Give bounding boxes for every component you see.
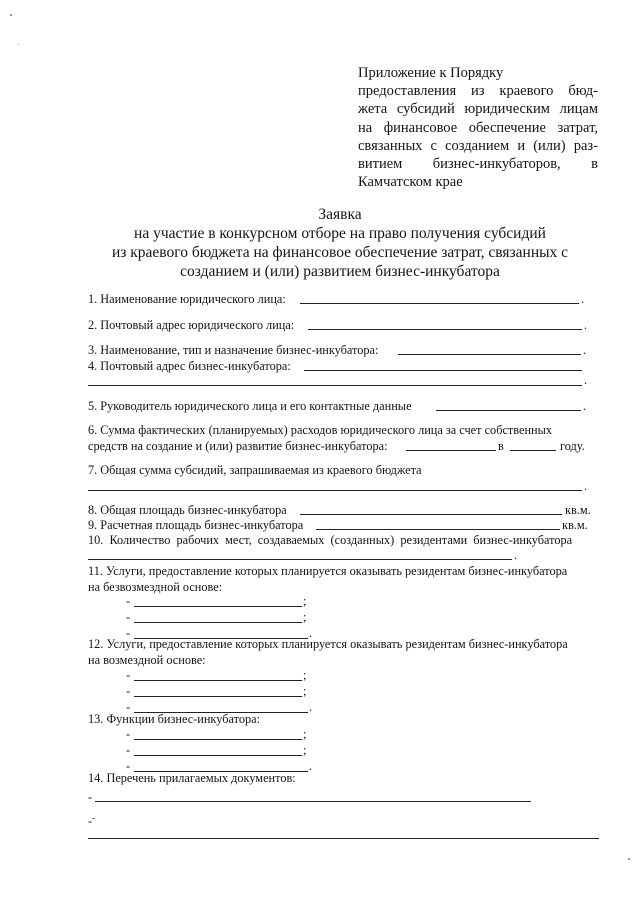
field-label-incubator-name: 3. Наименование, тип и назначение бизнес-инкубатора: (88, 343, 379, 357)
scan-speck (10, 14, 12, 16)
field-end-period: . (584, 479, 588, 493)
fill-line-incubator-name[interactable] (398, 354, 581, 355)
field-end-period: . (514, 548, 518, 562)
field-label-jobs: 10. Количество рабочих мест, создаваемых (созданных) резидентами бизнес-инкубатора (88, 533, 573, 547)
list-dash: - (88, 790, 93, 804)
fill-line-incubator-address[interactable] (304, 370, 582, 371)
field-end-period: . (583, 399, 587, 413)
appendix-line: Приложение к Порядку (358, 65, 504, 81)
field-label-subsidy-total: 7. Общая сумма субсидий, запрашиваемая из краевого бюджета (88, 463, 422, 477)
field-label-in: в (498, 439, 504, 453)
list-dash: - (126, 626, 131, 640)
form-subtitle-line: из краевого бюджета на финансовое обеспечение затрат, связанных с (111, 244, 569, 261)
fill-line-paid-service[interactable] (134, 696, 302, 697)
fill-line-director[interactable] (436, 410, 581, 411)
appendix-line: связанных с созданием и (или) раз- (358, 137, 598, 154)
field-end-period: . (584, 373, 588, 387)
fill-line-legal-address[interactable] (308, 329, 582, 330)
field-end-period: . (584, 318, 588, 332)
list-semicolon: ; (303, 727, 307, 741)
form-heading: Заявка (318, 206, 362, 223)
fill-line-function[interactable] (134, 739, 302, 740)
list-dash: - (126, 594, 131, 608)
list-period: . (309, 759, 313, 773)
list-semicolon: ; (303, 668, 307, 682)
appendix-line: Камчатском крае (358, 174, 463, 191)
field-label-paid-services: 12. Услуги, предоставление которых планируется оказывать резидентам бизнес-инкубатора (88, 637, 568, 651)
field-label-director: 5. Руководитель юридического лица и его контактные данные (88, 399, 412, 413)
scan-speck (18, 44, 19, 45)
fill-line-paid-service[interactable] (134, 680, 302, 681)
fill-line-jobs[interactable] (88, 559, 512, 560)
field-label-design-area: 9. Расчетная площадь бизнес-инкубатора (88, 518, 304, 532)
appendix-line: витием бизнес-инкубаторов, в (358, 156, 598, 173)
field-label-paid-services-2: на возмездной основе: (88, 653, 206, 667)
field-end-period: . (583, 343, 587, 357)
list-dash: - (88, 814, 93, 828)
field-label-year: году. (560, 439, 585, 453)
list-semicolon: ; (303, 684, 307, 698)
fill-line-own-expenses-year[interactable] (510, 450, 556, 451)
field-label-incubator-address: 4. Почтовый адрес бизнес-инкубатора: (88, 359, 291, 373)
fill-line-total-area[interactable] (300, 514, 562, 515)
fill-line-subsidy-total[interactable] (88, 490, 582, 491)
fill-line-design-area[interactable] (316, 529, 560, 530)
field-label-functions: 13. Функции бизнес-инкубатора: (88, 712, 261, 726)
list-dash: - (126, 759, 131, 773)
scan-speck (92, 818, 95, 819)
list-dash: - (126, 743, 131, 757)
field-label-free-services-2: на безвозмездной основе: (88, 580, 223, 594)
field-label-own-expenses-2: средств на создание и (или) развитие бизнес-инкубатора: (88, 439, 388, 453)
field-label-total-area: 8. Общая площадь бизнес-инкубатора (88, 503, 287, 517)
field-label-legal-address: 2. Почтовый адрес юридического лица: (88, 318, 295, 332)
fill-line-function[interactable] (134, 755, 302, 756)
unit-sq-m: кв.м. (565, 503, 591, 517)
list-dash: - (126, 727, 131, 741)
list-period: . (309, 626, 313, 640)
fill-line-document[interactable] (88, 838, 599, 839)
list-period: . (309, 700, 313, 714)
fill-line-free-service[interactable] (134, 622, 302, 623)
fill-line-document[interactable] (95, 801, 531, 802)
field-label-own-expenses: 6. Сумма фактических (планируемых) расходов юридического лица за счет собственных (88, 423, 553, 437)
form-subtitle-line: на участие в конкурсном отборе на право получения субсидий (134, 225, 546, 242)
fill-line-incubator-address-2[interactable] (88, 385, 582, 386)
field-label-legal-name: 1. Наименование юридического лица: (88, 292, 286, 306)
fill-line-free-service[interactable] (134, 606, 302, 607)
appendix-line: на финансовое обеспечение затрат, (358, 119, 598, 136)
appendix-header (358, 64, 598, 191)
field-end-period: . (581, 292, 585, 306)
field-label-documents: 14. Перечень прилагаемых документов: (88, 771, 296, 785)
fill-line-legal-name[interactable] (300, 303, 579, 304)
list-semicolon: ; (303, 594, 307, 608)
list-dash: - (126, 668, 131, 682)
list-semicolon: ; (303, 743, 307, 757)
form-subtitle-line: созданием и (или) развитием бизнес-инкубатора (180, 263, 500, 280)
fill-line-own-expenses-amount[interactable] (406, 450, 496, 451)
list-dash: - (126, 700, 131, 714)
list-semicolon: ; (303, 610, 307, 624)
scan-speck (628, 858, 630, 860)
field-label-free-services: 11. Услуги, предоставление которых планируется оказывать резидентам бизнес-инкубатора (88, 564, 568, 578)
appendix-line: жета субсидий юридическим лицам (358, 101, 598, 118)
form-title (60, 205, 620, 281)
appendix-line: предоставления из краевого бюд- (358, 83, 598, 100)
unit-sq-m: кв.м. (562, 518, 588, 532)
list-dash: - (126, 610, 131, 624)
list-dash: - (126, 684, 131, 698)
